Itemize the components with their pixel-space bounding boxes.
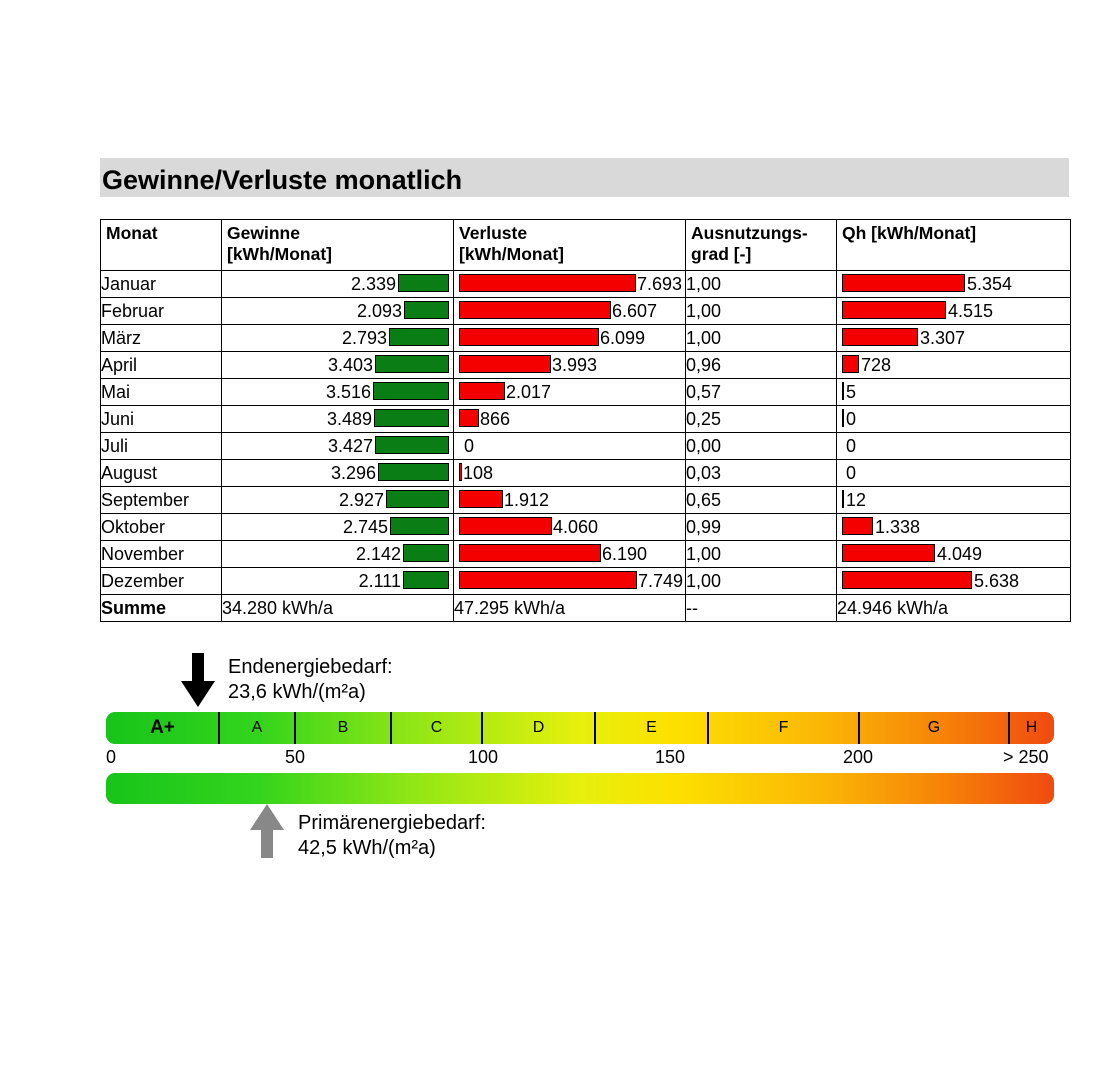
- qh-cell: [837, 487, 1071, 514]
- qh-bar: [842, 274, 965, 292]
- class-separator: [1008, 712, 1010, 744]
- verluste-cell: [454, 325, 686, 352]
- verluste-cell: [454, 487, 686, 514]
- verluste-cell: [454, 460, 686, 487]
- ausnutzungsgrad-cell: 0,25: [686, 406, 837, 433]
- table-row: [101, 460, 1071, 487]
- verluste-value: 4.060: [553, 517, 599, 537]
- qh-bar: [842, 301, 946, 319]
- verluste-bar: [459, 382, 505, 400]
- verluste-bar: [459, 328, 599, 346]
- qh-bar: [842, 355, 859, 373]
- ausnutzungsgrad-cell: 1,00: [686, 298, 837, 325]
- table-row: [101, 352, 1071, 379]
- sum-label: Summe: [101, 595, 222, 622]
- efficiency-scale-bar: [106, 712, 1054, 744]
- verluste-cell: [454, 541, 686, 568]
- verluste-cell: [454, 514, 686, 541]
- qh-bar: [842, 409, 844, 427]
- month-cell: Juli: [101, 433, 222, 460]
- gewinne-cell: [222, 379, 454, 406]
- month-cell: Mai: [101, 379, 222, 406]
- verluste-cell: [454, 352, 686, 379]
- ausnutzungsgrad-cell: 0,65: [686, 487, 837, 514]
- sum-ausnutzung: --: [686, 595, 837, 622]
- qh-value: 1.338: [875, 517, 921, 537]
- gewinne-value: 3.489: [326, 409, 372, 429]
- verluste-value: 108: [463, 463, 494, 483]
- table-row: [101, 514, 1071, 541]
- gewinne-bar: [375, 436, 449, 454]
- qh-cell: [837, 271, 1071, 298]
- gewinne-cell: [222, 433, 454, 460]
- gewinne-cell: [222, 271, 454, 298]
- table-row: [101, 379, 1071, 406]
- verluste-value: 1.912: [504, 490, 550, 510]
- ausnutzungsgrad-cell: 0,96: [686, 352, 837, 379]
- ausnutzungsgrad-cell: 0,00: [686, 433, 837, 460]
- month-cell: November: [101, 541, 222, 568]
- verluste-bar: [459, 544, 601, 562]
- gewinne-bar: [389, 328, 449, 346]
- table-row: [101, 298, 1071, 325]
- ausnutzungsgrad-cell: 1,00: [686, 325, 837, 352]
- verluste-cell: [454, 298, 686, 325]
- gewinne-value: 3.403: [327, 355, 373, 375]
- verluste-bar: [459, 463, 462, 481]
- monthly-table: [100, 219, 1071, 622]
- qh-cell: [837, 433, 1071, 460]
- class-g: G: [927, 719, 941, 736]
- class-separator: [218, 712, 220, 744]
- verluste-value: 2.017: [506, 382, 552, 402]
- gewinne-cell: [222, 541, 454, 568]
- class-separator: [294, 712, 296, 744]
- primaerenergie-value: 42,5 kWh/(m²a): [298, 837, 436, 859]
- verluste-bar: [459, 490, 503, 508]
- verluste-bar: [459, 301, 611, 319]
- qh-bar: [842, 490, 844, 508]
- qh-value: 4.515: [948, 301, 994, 321]
- gewinne-cell: [222, 487, 454, 514]
- class-f: F: [778, 719, 789, 736]
- gewinne-cell: [222, 568, 454, 595]
- qh-cell: [837, 460, 1071, 487]
- ausnutzungsgrad-cell: 0,99: [686, 514, 837, 541]
- gewinne-bar: [373, 382, 449, 400]
- qh-cell: [837, 379, 1071, 406]
- sum-gewinne: 34.280 kWh/a: [222, 595, 454, 622]
- verluste-bar: [459, 355, 551, 373]
- gewinne-bar: [390, 517, 449, 535]
- verluste-cell: [454, 406, 686, 433]
- qh-cell: [837, 514, 1071, 541]
- verluste-bar: [459, 517, 552, 535]
- header-ausnutzungsgrad: Ausnutzungs- grad [-]: [686, 220, 837, 271]
- verluste-value: 6.607: [612, 301, 658, 321]
- verluste-bar: [459, 409, 479, 427]
- class-d: D: [532, 719, 545, 736]
- table-header-row: [101, 220, 1071, 271]
- qh-bar: [842, 382, 844, 400]
- qh-value: 5.354: [967, 274, 1013, 294]
- sum-qh: 24.946 kWh/a: [837, 595, 1071, 622]
- qh-cell: [837, 406, 1071, 433]
- gewinne-value: 3.427: [327, 436, 373, 456]
- ausnutzungsgrad-cell: 0,57: [686, 379, 837, 406]
- qh-bar: [842, 571, 972, 589]
- gewinne-value: 2.093: [356, 301, 402, 321]
- sum-row: [101, 595, 1071, 622]
- scale-tick-label: 200: [843, 747, 874, 767]
- qh-value: 0: [846, 409, 857, 429]
- verluste-cell: [454, 568, 686, 595]
- header-verluste: Verluste [kWh/Monat]: [454, 220, 686, 271]
- header-qh: Qh [kWh/Monat]: [837, 220, 1071, 271]
- table-row: [101, 568, 1071, 595]
- scale-tick-label: > 250: [1003, 747, 1049, 767]
- ausnutzungsgrad-cell: 1,00: [686, 568, 837, 595]
- qh-bar: [842, 328, 918, 346]
- gewinne-cell: [222, 514, 454, 541]
- class-h: H: [1025, 719, 1038, 736]
- scale-tick-label: 150: [655, 747, 686, 767]
- gewinne-bar: [403, 544, 449, 562]
- gewinne-value: 3.516: [325, 382, 371, 402]
- verluste-cell: [454, 271, 686, 298]
- month-cell: August: [101, 460, 222, 487]
- verluste-value: 7.693: [637, 274, 683, 294]
- month-cell: Oktober: [101, 514, 222, 541]
- class-separator: [390, 712, 392, 744]
- verluste-cell: [454, 433, 686, 460]
- gewinne-cell: [222, 352, 454, 379]
- month-cell: März: [101, 325, 222, 352]
- table-row: [101, 541, 1071, 568]
- gewinne-value: 2.793: [341, 328, 387, 348]
- qh-value: 728: [861, 355, 892, 375]
- table-row: [101, 325, 1071, 352]
- class-a: A: [251, 719, 263, 736]
- month-cell: September: [101, 487, 222, 514]
- gewinne-value: 2.927: [338, 490, 384, 510]
- gewinne-bar: [404, 301, 449, 319]
- qh-value: 5.638: [974, 571, 1020, 591]
- class-separator: [707, 712, 709, 744]
- qh-value: 4.049: [937, 544, 983, 564]
- ausnutzungsgrad-cell: 0,03: [686, 460, 837, 487]
- page-title: Gewinne/Verluste monatlich: [102, 165, 463, 195]
- verluste-cell: [454, 379, 686, 406]
- class-a-plus: A+: [150, 717, 175, 738]
- month-cell: Februar: [101, 298, 222, 325]
- endenergie-value: 23,6 kWh/(m²a): [228, 681, 366, 703]
- gewinne-bar: [386, 490, 449, 508]
- verluste-value: 6.190: [602, 544, 648, 564]
- month-cell: April: [101, 352, 222, 379]
- table-row: [101, 271, 1071, 298]
- ausnutzungsgrad-cell: 1,00: [686, 541, 837, 568]
- primary-energy-gradient-bar: [106, 773, 1054, 804]
- qh-bar: [842, 544, 935, 562]
- gewinne-value: 2.339: [350, 274, 396, 294]
- gewinne-bar: [398, 274, 449, 292]
- gewinne-bar: [374, 409, 449, 427]
- verluste-bar: [459, 571, 637, 589]
- qh-value: 0: [846, 436, 857, 456]
- table-row: [101, 487, 1071, 514]
- class-separator: [594, 712, 596, 744]
- gewinne-cell: [222, 460, 454, 487]
- qh-value: 5: [846, 382, 857, 402]
- gewinne-bar: [403, 571, 449, 589]
- gewinne-bar: [375, 355, 449, 373]
- endenergie-label: Endenergiebedarf:: [228, 656, 393, 678]
- qh-cell: [837, 298, 1071, 325]
- class-separator: [481, 712, 483, 744]
- qh-value: 12: [846, 490, 867, 510]
- class-separator: [858, 712, 860, 744]
- class-e: E: [646, 719, 657, 736]
- verluste-value: 3.993: [552, 355, 598, 375]
- gewinne-value: 2.142: [355, 544, 401, 564]
- qh-value: 3.307: [920, 328, 966, 348]
- header-monat: Monat: [101, 220, 222, 271]
- gewinne-value: 2.745: [342, 517, 388, 537]
- class-b: B: [337, 719, 349, 736]
- title-bar: [100, 158, 1069, 197]
- endenergie-arrow-icon: [181, 653, 215, 707]
- primaerenergie-arrow-icon: [250, 804, 284, 858]
- gewinne-bar: [378, 463, 449, 481]
- gewinne-cell: [222, 406, 454, 433]
- table-row: [101, 406, 1071, 433]
- qh-bar: [842, 517, 873, 535]
- qh-cell: [837, 541, 1071, 568]
- gewinne-value: 3.296: [330, 463, 376, 483]
- header-gewinne: Gewinne [kWh/Monat]: [222, 220, 454, 271]
- table-row: [101, 433, 1071, 460]
- month-cell: Dezember: [101, 568, 222, 595]
- qh-cell: [837, 325, 1071, 352]
- gewinne-value: 2.111: [358, 571, 401, 591]
- scale-tick-label: 50: [285, 747, 306, 767]
- verluste-value: 7.749: [638, 571, 684, 591]
- qh-value: 0: [846, 463, 857, 483]
- scale-tick-label: 100: [468, 747, 499, 767]
- ausnutzungsgrad-cell: 1,00: [686, 271, 837, 298]
- verluste-value: 0: [464, 436, 475, 456]
- scale-tick-label: 0: [106, 747, 117, 767]
- gewinne-cell: [222, 298, 454, 325]
- month-cell: Januar: [101, 271, 222, 298]
- sum-verluste: 47.295 kWh/a: [454, 595, 686, 622]
- primaerenergie-label: Primärenergiebedarf:: [298, 812, 486, 834]
- gewinne-cell: [222, 325, 454, 352]
- verluste-value: 866: [480, 409, 511, 429]
- qh-cell: [837, 568, 1071, 595]
- verluste-bar: [459, 274, 636, 292]
- month-cell: Juni: [101, 406, 222, 433]
- verluste-value: 6.099: [600, 328, 646, 348]
- class-c: C: [430, 719, 443, 736]
- qh-cell: [837, 352, 1071, 379]
